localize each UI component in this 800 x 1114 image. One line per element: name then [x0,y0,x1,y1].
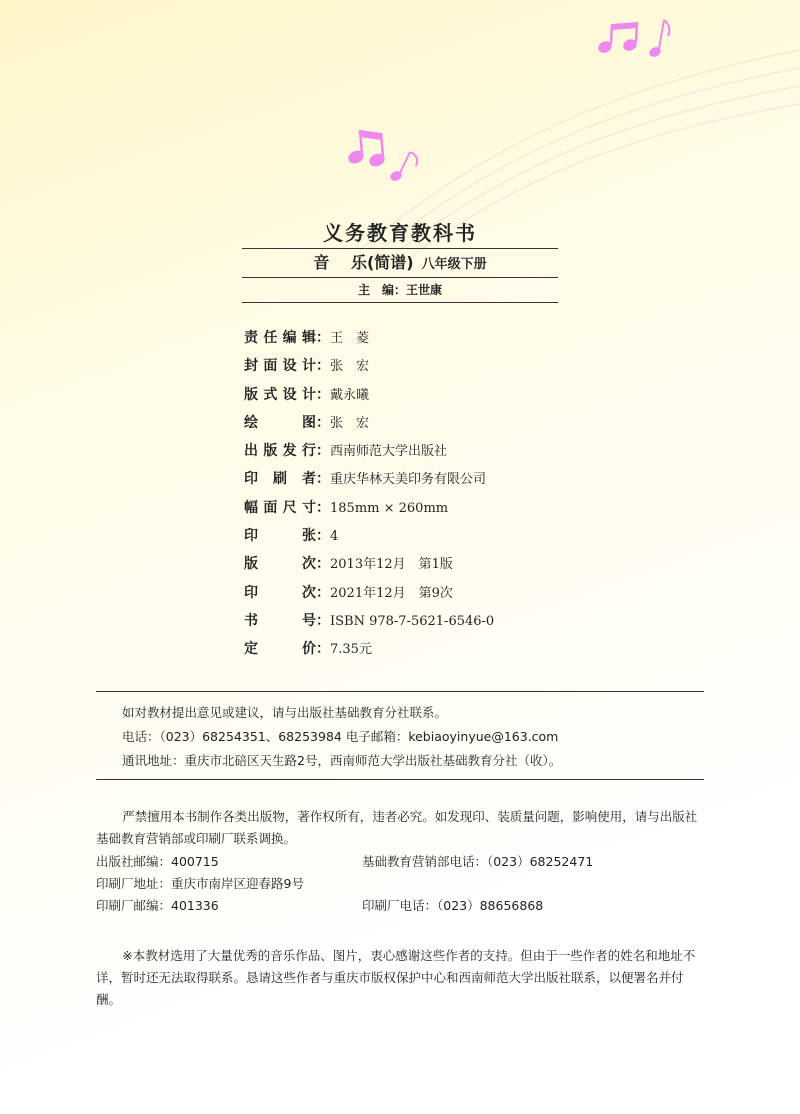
credit-row: 印张：4 [244,522,494,550]
publisher-postcode: 出版社邮编：400715 [96,854,219,869]
series-title: 义务教育教科书 [323,221,477,245]
credit-value: 2021年12月 第9次 [330,585,453,601]
credit-value: 张 宏 [330,415,370,431]
credit-value: ISBN 978-7-5621-6546-0 [330,613,495,629]
credit-row: 定价：7.35元 [244,635,494,663]
credit-row: 出版发行：西南师范大学出版社 [244,437,494,465]
credit-label: 印次 [244,584,316,601]
credit-label: 书号 [244,612,316,629]
credit-value: 张 宏 [330,359,370,375]
credit-row: 版式设计：戴永曦 [244,381,494,409]
contact-grid [96,851,708,917]
music-note-icon [596,22,638,55]
credit-label: 责任编辑 [244,330,316,346]
printer-postcode: 印刷厂邮编：401336 [96,898,219,913]
credit-value: 王 菱 [330,331,370,346]
marketing-phone: 基础教育营销部电话：（023）68252471 [362,854,594,869]
credit-row: 书号：ISBN 978-7-5621-6546-0 [244,607,494,635]
credit-row: 幅面尺寸：185mm × 260mm [244,494,494,522]
editor-in-chief: 主 编：王世康 [357,283,442,297]
credit-label: 定价 [244,641,316,658]
subject-title [242,249,558,277]
credit-row: 印刷者：重庆华林天美印务有限公司 [244,465,494,493]
subject-name: 音 乐(简谱) [313,253,414,272]
credit-value: 重庆华林天美印务有限公司 [330,472,487,488]
contact-box [96,691,704,780]
credit-label: 版式设计 [244,386,316,403]
credits-list [244,324,494,664]
printer-phone: 印刷厂电话：（023）88656868 [362,898,544,913]
legal-notice [96,806,708,917]
credit-row: 封面设计：张 宏 [244,352,494,380]
credit-row: 责任编辑：王 菱 [244,324,494,352]
credit-label: 封面设计 [244,358,316,375]
credit-row: 版次：2013年12月 第1版 [244,550,494,578]
credit-value: 4 [330,529,339,545]
eighth-note-icon [389,152,417,183]
feedback-note: 如对教材提出意见或建议，请与出版社基础教育分社联系。 [122,705,448,720]
grade-label: 八年级下册 [421,257,487,272]
empty-cell [362,873,708,895]
credit-label: 印刷者 [244,471,316,488]
credit-label: 版次 [244,556,316,573]
music-note-icon [346,130,387,169]
eighth-note-icon [648,20,670,59]
credit-label: 幅面尺寸 [244,499,316,516]
credit-label: 出版发行 [244,443,316,460]
divider [242,302,558,303]
credit-value: 2013年12月 第1版 [330,557,453,573]
acknowledgement-text: ※本教材选用了大量优秀的音乐作品、图片，衷心感谢这些作者的支持。但由于一些作者的姓名和地址不详，暂时还无法取得联系。恳请这些作者与重庆市版权保护中心和西南师范大学出版社联系，以便署名并付酬。 [96,948,696,1007]
credit-label: 印张 [244,528,316,545]
acknowledgement [96,945,708,1011]
book-title-block [242,218,558,303]
credit-value: 戴永曦 [330,387,370,403]
printer-address: 印刷厂地址：重庆市南岸区迎春路9号 [96,876,304,891]
copyright-notice: 严禁擅用本书制作各类出版物，著作权所有，违者必究。如发现印、装质量问题，影响使用，请与出版社基础教育营销部或印刷厂联系调换。 [96,809,698,846]
phone-email: 电话：（023）68254351、68253984 电子邮箱：kebiaoyinyue@163.com [122,729,559,744]
credit-row: 绘图：张 宏 [244,409,494,437]
credit-value: 西南师范大学出版社 [330,444,448,460]
mailing-address: 通讯地址：重庆市北碚区天生路2号，西南师范大学出版社基础教育分社（收）。 [122,753,562,768]
credit-value: 185mm × 260mm [330,500,449,516]
credit-value: 7.35元 [330,642,372,658]
credit-row: 印次：2021年12月 第9次 [244,579,494,607]
credit-label: 绘图 [244,414,316,431]
